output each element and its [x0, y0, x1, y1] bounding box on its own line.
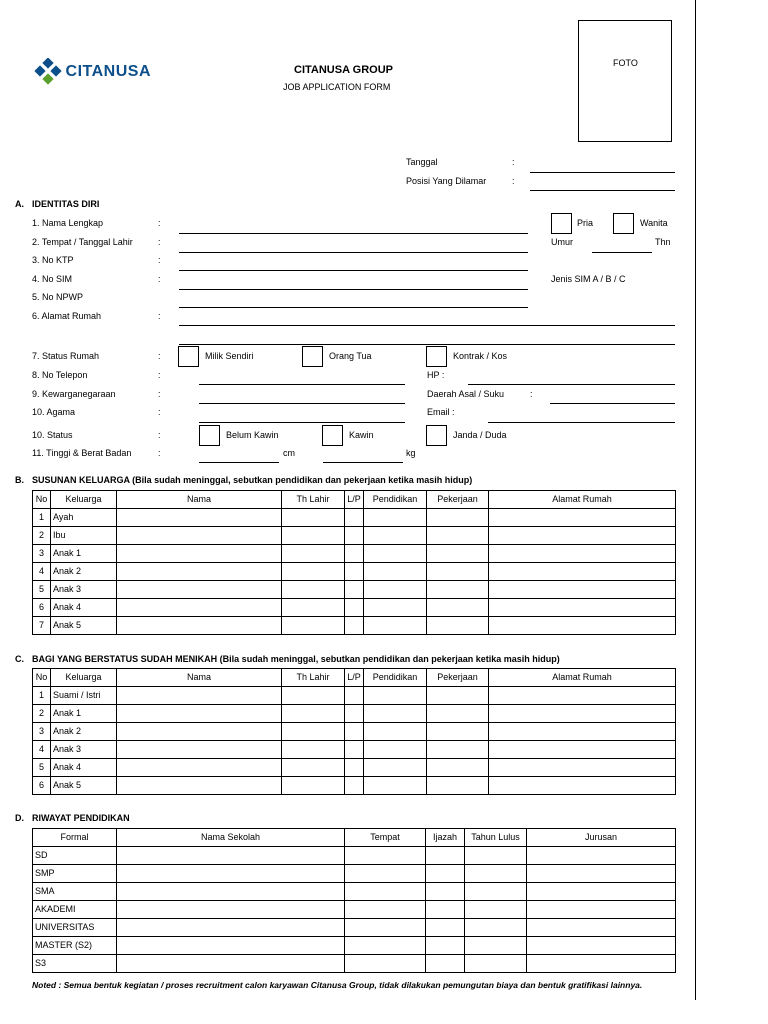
- logo-text: CITANUSA: [65, 63, 151, 80]
- row-keluarga: Ayah: [51, 509, 117, 527]
- row-formal: MASTER (S2): [33, 937, 117, 955]
- checkbox-wanita[interactable]: [613, 213, 634, 234]
- header-cell: Alamat Rumah: [489, 669, 676, 687]
- label-ktp: 3. No KTP: [32, 255, 74, 265]
- logo-diamond-icon: [33, 58, 63, 86]
- input-cell[interactable]: [364, 759, 427, 777]
- input-cell[interactable]: [364, 723, 427, 741]
- row-keluarga: Anak 4: [51, 599, 117, 617]
- row-formal: S3: [33, 955, 117, 973]
- input-cell[interactable]: [489, 705, 676, 723]
- input-cell[interactable]: [527, 883, 676, 901]
- row-keluarga: Anak 2: [51, 563, 117, 581]
- label-kewarganegaraan: 9. Kewarganegaraan: [32, 389, 116, 399]
- input-cell[interactable]: [489, 509, 676, 527]
- header-cell: Th Lahir: [282, 491, 345, 509]
- tanggal-colon: :: [512, 157, 515, 167]
- label-milik-sendiri: Milik Sendiri: [205, 351, 254, 361]
- input-cell[interactable]: [282, 617, 345, 635]
- input-cell[interactable]: [427, 759, 489, 777]
- header-cell: Keluarga: [51, 669, 117, 687]
- field-agama[interactable]: [199, 422, 405, 423]
- input-cell[interactable]: [282, 687, 345, 705]
- input-cell[interactable]: [427, 581, 489, 599]
- input-cell[interactable]: [282, 741, 345, 759]
- header-cell: L/P: [345, 491, 364, 509]
- checkbox-orang-tua[interactable]: [302, 346, 323, 367]
- table-row: [33, 563, 676, 581]
- label-hp: HP :: [427, 370, 445, 380]
- row-formal: SMP: [33, 865, 117, 883]
- input-cell[interactable]: [345, 777, 364, 795]
- header-cell: No: [33, 669, 51, 687]
- input-cell[interactable]: [489, 581, 676, 599]
- header-cell: Alamat Rumah: [489, 491, 676, 509]
- input-cell[interactable]: [427, 777, 489, 795]
- table-row: [33, 599, 676, 617]
- checkbox-kontrak[interactable]: [426, 346, 447, 367]
- field-ttl[interactable]: [179, 252, 528, 253]
- input-cell[interactable]: [345, 937, 426, 955]
- input-cell[interactable]: [345, 545, 364, 563]
- input-cell[interactable]: [427, 723, 489, 741]
- field-nama[interactable]: [179, 233, 528, 234]
- input-cell[interactable]: [465, 937, 527, 955]
- input-cell[interactable]: [489, 545, 676, 563]
- label-orang-tua: Orang Tua: [329, 351, 372, 361]
- input-cell[interactable]: [465, 865, 527, 883]
- field-sim[interactable]: [179, 289, 528, 290]
- input-cell[interactable]: [117, 741, 282, 759]
- input-cell[interactable]: [117, 919, 345, 937]
- table-row: [33, 509, 676, 527]
- input-cell[interactable]: [117, 865, 345, 883]
- input-cell[interactable]: [427, 617, 489, 635]
- table-header-row: [33, 669, 676, 687]
- table-row: [33, 545, 676, 563]
- colon-status: :: [158, 430, 161, 440]
- photo-label: FOTO: [613, 58, 638, 68]
- input-cell[interactable]: [345, 883, 426, 901]
- header-cell: Pekerjaan: [427, 669, 489, 687]
- label-thn: Thn: [655, 237, 671, 247]
- checkbox-belum-kawin[interactable]: [199, 425, 220, 446]
- input-cell[interactable]: [117, 777, 282, 795]
- table-row: [33, 777, 676, 795]
- input-cell[interactable]: [427, 509, 489, 527]
- tanggal-label: Tanggal: [406, 157, 438, 167]
- label-wanita: Wanita: [640, 218, 668, 228]
- label-nama: 1. Nama Lengkap: [32, 218, 104, 228]
- input-cell[interactable]: [427, 545, 489, 563]
- label-tinggi: 11. Tinggi & Berat Badan: [32, 448, 132, 458]
- input-cell[interactable]: [282, 509, 345, 527]
- section-a-heading: IDENTITAS DIRI: [32, 199, 100, 209]
- input-cell[interactable]: [489, 723, 676, 741]
- input-cell[interactable]: [364, 705, 427, 723]
- input-cell[interactable]: [117, 617, 282, 635]
- label-telepon: 8. No Telepon: [32, 370, 88, 380]
- header-cell: Formal: [33, 829, 117, 847]
- input-cell[interactable]: [427, 563, 489, 581]
- header-cell: Nama Sekolah: [117, 829, 345, 847]
- input-cell[interactable]: [364, 741, 427, 759]
- colon-alamat: :: [158, 311, 161, 321]
- input-cell[interactable]: [364, 509, 427, 527]
- row-keluarga: Anak 1: [51, 705, 117, 723]
- table-row: [33, 617, 676, 635]
- input-cell[interactable]: [345, 865, 426, 883]
- header-cell: Th Lahir: [282, 669, 345, 687]
- input-cell[interactable]: [345, 581, 364, 599]
- input-cell[interactable]: [117, 723, 282, 741]
- table-row: [33, 759, 676, 777]
- input-cell[interactable]: [345, 705, 364, 723]
- label-kg: kg: [406, 448, 416, 458]
- input-cell[interactable]: [282, 581, 345, 599]
- footer-note: Noted : Semua bentuk kegiatan / proses recruitment calon karyawan Citanusa Group, tidak dilakukan pemungutan biaya dan bentuk gratifikasi lainnya.: [32, 980, 643, 990]
- table-row: [33, 919, 676, 937]
- input-cell[interactable]: [282, 527, 345, 545]
- table-row: [33, 847, 676, 865]
- table-header-row: [33, 829, 676, 847]
- row-formal: SD: [33, 847, 117, 865]
- posisi-colon: :: [512, 176, 515, 186]
- checkbox-pria[interactable]: [551, 213, 572, 234]
- field-hp[interactable]: [468, 384, 675, 385]
- row-no: 5: [33, 581, 51, 599]
- input-cell[interactable]: [364, 777, 427, 795]
- field-alamat-1[interactable]: [179, 325, 675, 326]
- input-cell[interactable]: [364, 581, 427, 599]
- input-cell[interactable]: [426, 955, 465, 973]
- input-cell[interactable]: [345, 741, 364, 759]
- input-cell[interactable]: [465, 919, 527, 937]
- label-cm: cm: [283, 448, 295, 458]
- input-cell[interactable]: [282, 599, 345, 617]
- input-cell[interactable]: [345, 919, 426, 937]
- input-cell[interactable]: [282, 545, 345, 563]
- input-cell[interactable]: [345, 955, 426, 973]
- form-title: JOB APPLICATION FORM: [283, 82, 391, 92]
- header-cell: Jurusan: [527, 829, 676, 847]
- table-row: [33, 527, 676, 545]
- colon-ttl: :: [158, 237, 161, 247]
- input-cell[interactable]: [489, 527, 676, 545]
- input-cell[interactable]: [117, 527, 282, 545]
- input-cell[interactable]: [345, 901, 426, 919]
- row-formal: UNIVERSITAS: [33, 919, 117, 937]
- label-jenis-sim: Jenis SIM A / B / C: [551, 274, 626, 284]
- input-cell[interactable]: [345, 723, 364, 741]
- input-cell[interactable]: [426, 847, 465, 865]
- input-cell[interactable]: [117, 687, 282, 705]
- label-umur: Umur: [551, 237, 573, 247]
- label-email: Email :: [427, 407, 455, 417]
- label-status: 10. Status: [32, 430, 73, 440]
- checkbox-janda-duda[interactable]: [426, 425, 447, 446]
- field-alamat-2[interactable]: [179, 344, 675, 345]
- spouse-table: [32, 668, 676, 795]
- table-row: [33, 687, 676, 705]
- table-row: [33, 883, 676, 901]
- label-alamat: 6. Alamat Rumah: [32, 311, 102, 321]
- row-no: 5: [33, 759, 51, 777]
- row-no: 6: [33, 777, 51, 795]
- row-no: 1: [33, 509, 51, 527]
- checkbox-milik-sendiri[interactable]: [178, 346, 199, 367]
- section-d-letter: D.: [15, 813, 24, 823]
- table-row: [33, 581, 676, 599]
- field-daerah[interactable]: [550, 403, 675, 404]
- header-cell: Tempat: [345, 829, 426, 847]
- table-row: [33, 705, 676, 723]
- input-cell[interactable]: [426, 865, 465, 883]
- input-cell[interactable]: [117, 883, 345, 901]
- label-sim: 4. No SIM: [32, 274, 73, 284]
- company-logo: [33, 58, 151, 86]
- label-ttl: 2. Tempat / Tanggal Lahir: [32, 237, 133, 247]
- field-kewarganegaraan[interactable]: [199, 403, 405, 404]
- label-npwp: 5. No NPWP: [32, 292, 84, 302]
- table-row: [33, 865, 676, 883]
- input-cell[interactable]: [489, 777, 676, 795]
- header-cell: No: [33, 491, 51, 509]
- label-pria: Pria: [577, 218, 594, 228]
- input-cell[interactable]: [345, 847, 426, 865]
- input-cell[interactable]: [345, 599, 364, 617]
- input-cell[interactable]: [117, 759, 282, 777]
- label-kontrak: Kontrak / Kos: [453, 351, 508, 361]
- tanggal-field[interactable]: [530, 172, 675, 173]
- header-cell: Pendidikan: [364, 669, 427, 687]
- input-cell[interactable]: [345, 563, 364, 581]
- input-cell[interactable]: [427, 687, 489, 705]
- input-cell[interactable]: [364, 599, 427, 617]
- input-cell[interactable]: [345, 687, 364, 705]
- row-no: 6: [33, 599, 51, 617]
- section-d-heading: RIWAYAT PENDIDIKAN: [32, 813, 130, 823]
- header-cell: Tahun Lulus: [465, 829, 527, 847]
- colon-tinggi: :: [158, 448, 161, 458]
- row-keluarga: Anak 3: [51, 741, 117, 759]
- row-no: 1: [33, 687, 51, 705]
- row-no: 3: [33, 723, 51, 741]
- row-keluarga: Anak 2: [51, 723, 117, 741]
- table-row: [33, 723, 676, 741]
- input-cell[interactable]: [117, 509, 282, 527]
- input-cell[interactable]: [282, 723, 345, 741]
- input-cell[interactable]: [465, 847, 527, 865]
- row-keluarga: Suami / Istri: [51, 687, 117, 705]
- input-cell[interactable]: [117, 847, 345, 865]
- row-no: 7: [33, 617, 51, 635]
- input-cell[interactable]: [364, 545, 427, 563]
- input-cell[interactable]: [282, 777, 345, 795]
- header-cell: Keluarga: [51, 491, 117, 509]
- input-cell[interactable]: [465, 955, 527, 973]
- input-cell[interactable]: [282, 563, 345, 581]
- input-cell[interactable]: [489, 599, 676, 617]
- label-agama: 10. Agama: [32, 407, 76, 417]
- input-cell[interactable]: [527, 937, 676, 955]
- family-table: [32, 490, 676, 635]
- header-cell: L/P: [345, 669, 364, 687]
- input-cell[interactable]: [489, 563, 676, 581]
- input-cell[interactable]: [117, 599, 282, 617]
- input-cell[interactable]: [489, 687, 676, 705]
- row-formal: AKADEMI: [33, 901, 117, 919]
- section-a-letter: A.: [15, 199, 24, 209]
- page-border: [695, 0, 696, 1000]
- input-cell[interactable]: [364, 687, 427, 705]
- company-name: CITANUSA GROUP: [294, 64, 393, 76]
- input-cell[interactable]: [489, 741, 676, 759]
- input-cell[interactable]: [345, 509, 364, 527]
- input-cell[interactable]: [282, 759, 345, 777]
- row-keluarga: Anak 3: [51, 581, 117, 599]
- input-cell[interactable]: [117, 545, 282, 563]
- input-cell[interactable]: [527, 847, 676, 865]
- checkbox-kawin[interactable]: [322, 425, 343, 446]
- colon-kewarganegaraan: :: [158, 389, 161, 399]
- table-header-row: [33, 491, 676, 509]
- photo-box[interactable]: [578, 20, 672, 142]
- row-no: 2: [33, 705, 51, 723]
- input-cell[interactable]: [426, 901, 465, 919]
- section-c-letter: C.: [15, 654, 24, 664]
- label-daerah: Daerah Asal / Suku: [427, 389, 505, 399]
- input-cell[interactable]: [527, 919, 676, 937]
- input-cell[interactable]: [527, 901, 676, 919]
- label-status-rumah: 7. Status Rumah: [32, 351, 100, 361]
- field-berat[interactable]: [323, 462, 403, 463]
- table-row: [33, 955, 676, 973]
- row-no: 3: [33, 545, 51, 563]
- input-cell[interactable]: [527, 865, 676, 883]
- colon-nama: :: [158, 218, 161, 228]
- input-cell[interactable]: [117, 581, 282, 599]
- education-table: [32, 828, 676, 973]
- input-cell[interactable]: [364, 563, 427, 581]
- row-formal: SMA: [33, 883, 117, 901]
- input-cell[interactable]: [527, 955, 676, 973]
- input-cell[interactable]: [345, 617, 364, 635]
- field-tinggi[interactable]: [199, 462, 279, 463]
- input-cell[interactable]: [489, 759, 676, 777]
- row-keluarga: Anak 4: [51, 759, 117, 777]
- input-cell[interactable]: [465, 883, 527, 901]
- section-b-letter: B.: [15, 475, 24, 485]
- input-cell[interactable]: [427, 599, 489, 617]
- colon-daerah: :: [530, 389, 533, 399]
- colon-agama: :: [158, 407, 161, 417]
- header-cell: Ijazah: [426, 829, 465, 847]
- input-cell[interactable]: [117, 955, 345, 973]
- posisi-field[interactable]: [530, 190, 675, 191]
- label-belum-kawin: Belum Kawin: [226, 430, 279, 440]
- posisi-label: Posisi Yang Dilamar: [406, 176, 487, 186]
- input-cell[interactable]: [465, 901, 527, 919]
- header-cell: Pendidikan: [364, 491, 427, 509]
- input-cell[interactable]: [427, 527, 489, 545]
- label-kawin: Kawin: [349, 430, 374, 440]
- label-janda-duda: Janda / Duda: [453, 430, 507, 440]
- row-keluarga: Anak 1: [51, 545, 117, 563]
- input-cell[interactable]: [427, 741, 489, 759]
- field-email[interactable]: [488, 422, 675, 423]
- colon-ktp: :: [158, 255, 161, 265]
- header-cell: Pekerjaan: [427, 491, 489, 509]
- input-cell[interactable]: [426, 937, 465, 955]
- section-b-heading: SUSUNAN KELUARGA (Bila sudah meninggal, sebutkan pendidikan dan pekerjaan ketika masih hidup): [32, 475, 473, 485]
- input-cell[interactable]: [426, 919, 465, 937]
- input-cell[interactable]: [427, 705, 489, 723]
- table-row: [33, 741, 676, 759]
- input-cell[interactable]: [117, 901, 345, 919]
- input-cell[interactable]: [489, 617, 676, 635]
- input-cell[interactable]: [345, 527, 364, 545]
- row-keluarga: Anak 5: [51, 777, 117, 795]
- field-npwp[interactable]: [179, 307, 528, 308]
- input-cell[interactable]: [282, 705, 345, 723]
- row-no: 4: [33, 563, 51, 581]
- row-no: 2: [33, 527, 51, 545]
- table-row: [33, 901, 676, 919]
- section-c-heading: BAGI YANG BERSTATUS SUDAH MENIKAH (Bila sudah meninggal, sebutkan pendidikan dan pekerjaan ketika masih hidup): [32, 654, 560, 664]
- input-cell[interactable]: [364, 527, 427, 545]
- row-keluarga: Ibu: [51, 527, 117, 545]
- field-ktp[interactable]: [179, 270, 528, 271]
- row-no: 4: [33, 741, 51, 759]
- input-cell[interactable]: [345, 759, 364, 777]
- colon-status-rumah: :: [158, 351, 161, 361]
- input-cell[interactable]: [117, 937, 345, 955]
- input-cell[interactable]: [117, 563, 282, 581]
- input-cell[interactable]: [117, 705, 282, 723]
- input-cell[interactable]: [364, 617, 427, 635]
- row-keluarga: Anak 5: [51, 617, 117, 635]
- field-telepon[interactable]: [199, 384, 405, 385]
- colon-sim: :: [158, 274, 161, 284]
- colon-telepon: :: [158, 370, 161, 380]
- header-cell: Nama: [117, 669, 282, 687]
- header-cell: Nama: [117, 491, 282, 509]
- field-umur[interactable]: [592, 252, 652, 253]
- input-cell[interactable]: [426, 883, 465, 901]
- table-row: [33, 937, 676, 955]
